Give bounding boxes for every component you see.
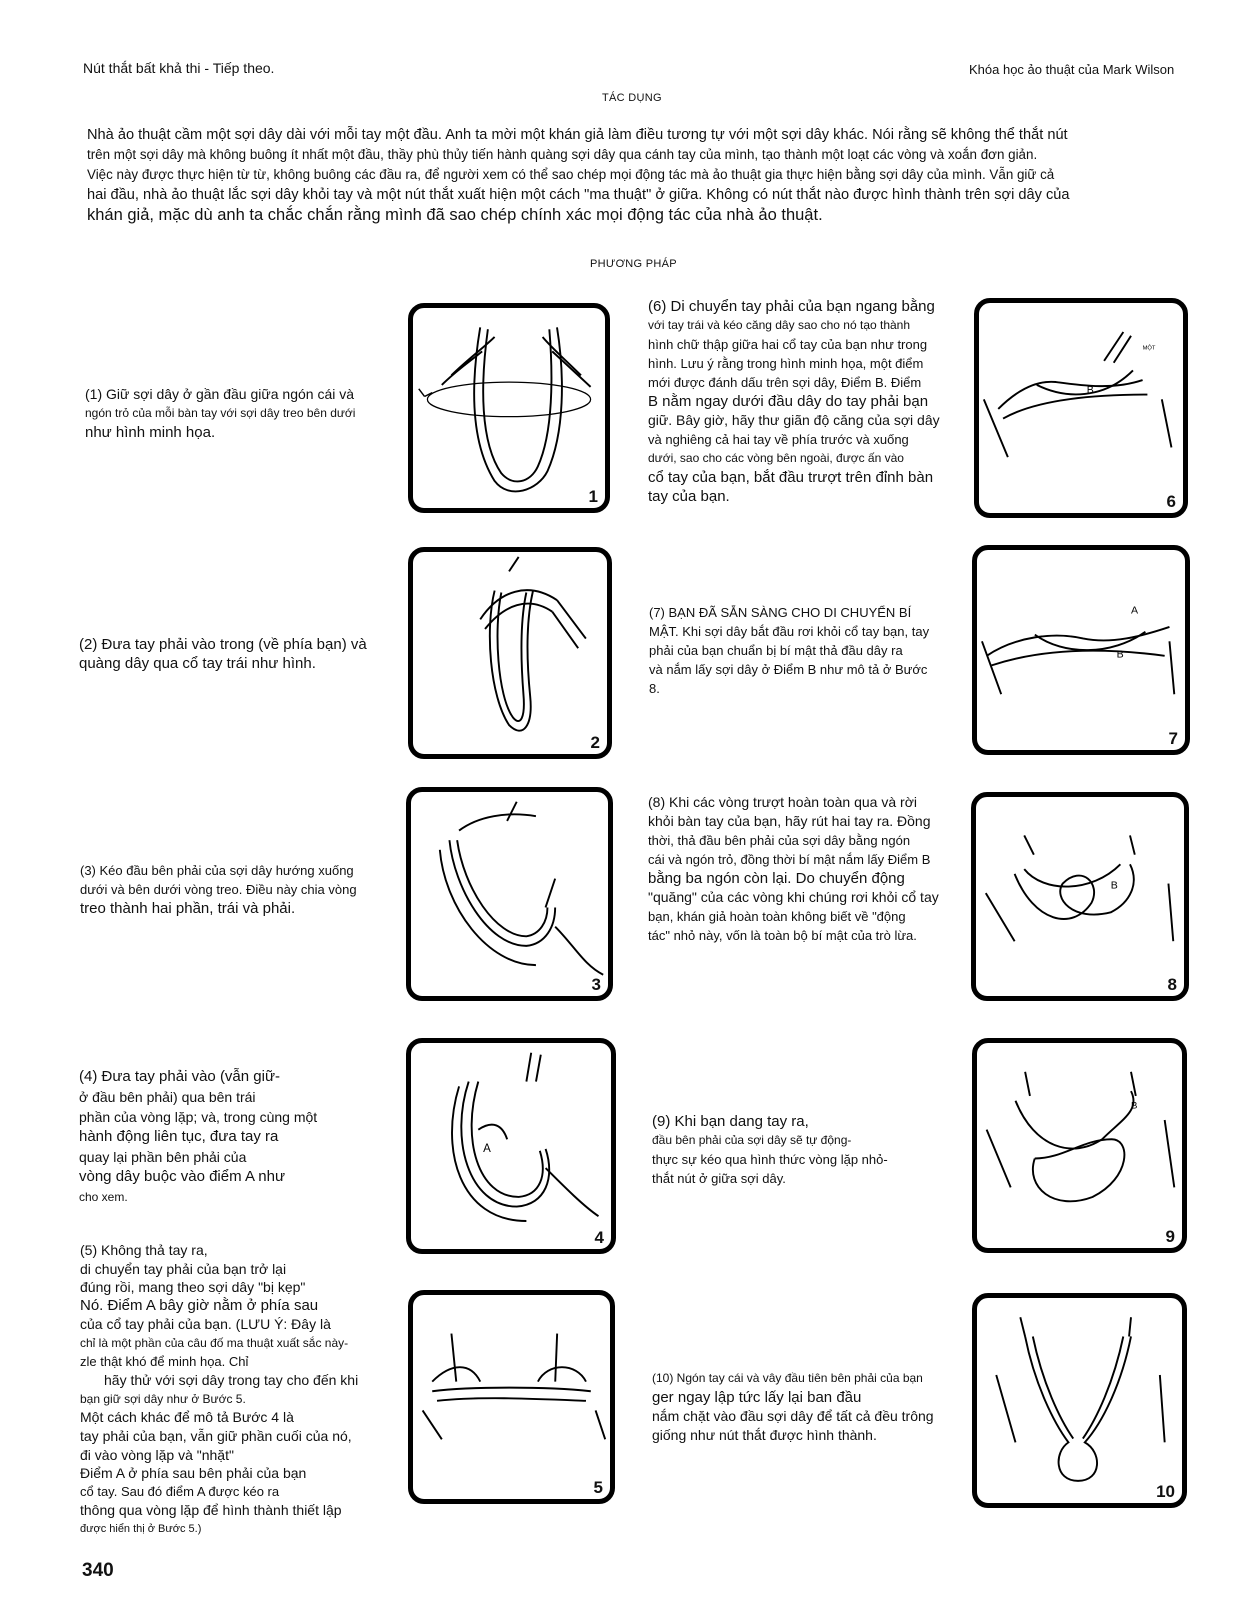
effect-line: trên một sợi dây mà không buông ít nhất một đầu, thầy phù thủy tiến hành quàng sợi dây qua cánh tay của mình, tạo thành một loạt các vòng và xoắn đơn giản. — [87, 147, 1038, 162]
step-line: tay phải của bạn, vẫn giữ phần cuối của nó, — [80, 1427, 352, 1444]
figure-number: 2 — [590, 733, 600, 752]
step-line: quàng dây qua cổ tay trái như hình. — [79, 655, 316, 672]
step-line: của cổ tay phải của bạn. (LƯU Ý: Đây là — [80, 1316, 331, 1333]
figure-2 — [408, 547, 612, 759]
figure-3-illustration — [411, 792, 608, 996]
effect-line: Nhà ảo thuật cầm một sợi dây dài với mỗi tay một đầu. Anh ta mời một khán giả làm điều tương tự với một sợi dây khác. Nói rằng sẽ không thể thắt nút — [87, 127, 1068, 143]
figure-8 — [971, 792, 1189, 1001]
step-7-text — [649, 603, 964, 698]
figure-7 — [972, 545, 1190, 755]
page-number: 340 — [82, 1560, 114, 1581]
step-line: cho xem. — [79, 1190, 128, 1204]
step-line: như hình minh họa. — [85, 424, 216, 441]
step-line: phần của vòng lặp; và, trong cùng một — [79, 1109, 318, 1125]
effect-line: Việc này được thực hiện từ từ, không buông các đầu ra, để người xem có thể sao chép mọi động tác mà ảo thuật gia thực hiện bằng sợi dây của mình. Vẫn giữ cả — [87, 167, 1055, 182]
step-line: cổ tay của bạn, bắt đầu trượt trên đỉnh bàn — [648, 469, 934, 486]
step-line: thời, thả đầu bên phải của sợi dây bằng ngón — [648, 833, 911, 848]
step-line: quay lại phần bên phải của — [79, 1149, 247, 1165]
step-1-text — [85, 385, 405, 442]
step-line: dưới và bên dưới vòng treo. Điều này chia vòng — [80, 882, 357, 897]
step-line: chỉ là một phần của câu đố ma thuật xuất sắc này- — [80, 1335, 349, 1350]
step-line: (1) Giữ sợi dây ở gần đầu giữa ngón cái và — [85, 386, 355, 402]
step-line: đầu bên phải của sợi dây sẽ tự động- — [652, 1133, 852, 1147]
step-line: Nó. Điểm A bây giờ nằm ở phía sau — [80, 1296, 319, 1314]
running-header-left: Nút thắt bất khả thi - Tiếp theo. — [83, 60, 275, 76]
point-b-label: B — [1130, 1100, 1138, 1112]
step-line: hãy thử với sợi dây trong tay cho đến khi — [104, 1372, 359, 1389]
step-line: (8) Khi các vòng trượt hoàn toàn qua và rời — [648, 794, 917, 810]
figure-number: 4 — [594, 1228, 604, 1247]
figure-number: 1 — [588, 487, 598, 506]
point-b-label: B — [1086, 384, 1094, 397]
step-line: cổ tay. Sau đó điểm A được kéo ra — [80, 1483, 280, 1499]
figure-number: 7 — [1168, 729, 1178, 748]
step-line: ger ngay lập tức lấy lại ban đầu — [652, 1389, 862, 1406]
step-line: B nằm ngay dưới đầu dây do tay phải bạn — [648, 393, 929, 410]
step-line: Điểm A ở phía sau bên phải của bạn — [80, 1465, 307, 1482]
step-9-text — [652, 1112, 967, 1188]
step-line: giống như nút thắt được hình thành. — [652, 1427, 877, 1443]
step-line: bằng ba ngón còn lại. Do chuyển động — [648, 870, 905, 887]
figure-5 — [408, 1290, 615, 1504]
step-4-text — [79, 1067, 399, 1207]
step-line: (5) Không thả tay ra, — [80, 1242, 208, 1258]
figure-6 — [974, 298, 1188, 518]
effect-line: hai đầu, nhà ảo thuật lắc sợi dây khỏi tay và một nút thắt xuất hiện một cách "ma thuật" ở giữa. Không có nút thắt nào được hình thành trên sợi dây của — [87, 187, 1070, 203]
step-6-text — [648, 297, 963, 506]
effect-line: khán giả, mặc dù anh ta chắc chắn rằng mình đã sao chép chính xác mọi động tác của nhà ảo thuật. — [87, 206, 823, 224]
step-line: bạn giữ sợi dây như ở Bước 5. — [80, 1391, 246, 1406]
figure-10-illustration — [977, 1298, 1182, 1503]
step-line: tay của bạn. — [648, 488, 730, 505]
step-line: đi vào vòng lặp và "nhặt" — [80, 1446, 234, 1463]
point-a-label: MỘT — [1142, 345, 1156, 352]
step-line: vòng dây buộc vào điểm A như — [79, 1168, 286, 1185]
figure-4-illustration — [411, 1043, 611, 1249]
figure-9-illustration — [977, 1043, 1182, 1248]
figure-3 — [406, 787, 613, 1001]
figure-7-illustration — [977, 550, 1185, 750]
step-line: dưới, sao cho các vòng bên ngoài, được ấn vào — [648, 451, 904, 465]
figure-6-illustration — [979, 303, 1183, 513]
step-line: ở đầu bên phải) qua bên trái — [79, 1089, 256, 1105]
step-line: khỏi bàn tay của bạn, hãy rút hai tay ra. Đồng — [648, 813, 931, 829]
step-line: "quăng" của các vòng khi chúng rơi khỏi cổ tay — [648, 889, 939, 905]
step-line: ngón trỏ của mỗi bàn tay với sợi dây treo bên dưới — [85, 406, 356, 420]
step-10-text — [652, 1369, 972, 1445]
step-5-text — [80, 1241, 410, 1539]
figure-1 — [408, 303, 610, 513]
effect-heading: TÁC DỤNG — [602, 92, 662, 104]
figure-number: 8 — [1167, 975, 1177, 994]
step-line: nắm chặt vào đầu sợi dây để tất cả đều trông — [652, 1408, 934, 1424]
step-3-text — [80, 861, 400, 918]
figure-8-illustration — [976, 797, 1184, 996]
method-heading: PHƯƠNG PHÁP — [590, 258, 677, 270]
step-line: phải của bạn chuẩn bị bí mật thả đầu dây ra — [649, 643, 903, 658]
point-a-label: A — [483, 1142, 491, 1155]
step-line: hình chữ thập giữa hai cổ tay của bạn như trong — [648, 337, 928, 352]
step-2-text — [79, 635, 399, 673]
figure-5-illustration — [413, 1295, 610, 1499]
step-line: thực sự kéo qua hình thức vòng lặp nhỏ- — [652, 1152, 888, 1167]
figure-number: 3 — [591, 975, 601, 994]
step-line: (6) Di chuyển tay phải của bạn ngang bằng — [648, 298, 935, 315]
step-line: thông qua vòng lặp để hình thành thiết lập — [80, 1502, 342, 1519]
step-line: treo thành hai phần, trái và phải. — [80, 900, 296, 917]
figure-2-illustration — [413, 552, 607, 754]
step-line: (10) Ngón tay cái và vây đầu tiên bên phải của bạn — [652, 1371, 923, 1385]
figure-number: 10 — [1156, 1482, 1175, 1501]
step-line: zle thật khó để minh họa. Chỉ — [80, 1353, 249, 1369]
step-line: (4) Đưa tay phải vào (vẫn giữ- — [79, 1068, 280, 1085]
figure-number: 9 — [1165, 1227, 1175, 1246]
step-line: hình. Lưu ý rằng trong hình minh họa, một điểm — [648, 356, 924, 371]
figure-1-illustration — [413, 308, 605, 508]
step-line: giữ. Bây giờ, hãy thư giãn độ căng của sợi dây — [648, 412, 940, 428]
effect-paragraph — [87, 125, 1177, 225]
step-line: cái và ngón trỏ, đồng thời bí mật nắm lấy Điểm B — [648, 852, 931, 867]
step-line: (2) Đưa tay phải vào trong (về phía bạn) và — [79, 636, 367, 653]
step-line: hành động liên tục, đưa tay ra — [79, 1128, 279, 1145]
point-b-label: B — [1116, 648, 1124, 661]
step-8-text — [648, 793, 963, 945]
step-line: bạn, khán giả hoàn toàn không biết về "động — [648, 909, 906, 924]
step-line: mới được đánh dấu trên sợi dây, Điểm B. Điểm — [648, 375, 922, 390]
step-line: thắt nút ở giữa sợi dây. — [652, 1171, 786, 1186]
step-line: (9) Khi bạn dang tay ra, — [652, 1113, 809, 1130]
point-b-label: B — [1110, 879, 1118, 892]
step-line: được hiển thị ở Bước 5.) — [80, 1522, 202, 1535]
step-line: MẬT. Khi sợi dây bắt đầu rơi khỏi cổ tay bạn, tay — [649, 624, 930, 639]
step-line: và nghiêng cả hai tay về phía trước và xuống — [648, 432, 909, 447]
figure-9 — [972, 1038, 1187, 1253]
point-a-label: A — [1131, 604, 1139, 617]
step-line: đúng rồi, mang theo sợi dây "bị kẹp" — [80, 1279, 306, 1296]
step-line: Một cách khác để mô tả Bước 4 là — [80, 1409, 294, 1426]
step-line: di chuyển tay phải của bạn trở lại — [80, 1260, 287, 1277]
figure-10 — [972, 1293, 1187, 1508]
step-line: tác" nhỏ này, vốn là toàn bộ bí mật của trò lừa. — [648, 928, 917, 943]
figure-number: 5 — [593, 1478, 603, 1497]
step-line: và nắm lấy sợi dây ở Điểm B như mô tả ở Bước — [649, 662, 928, 677]
step-line: với tay trái và kéo căng dây sao cho nó tạo thành — [648, 318, 911, 332]
step-line: (7) BẠN ĐÃ SẴN SÀNG CHO DI CHUYỂN BÍ — [649, 605, 912, 620]
figure-4 — [406, 1038, 616, 1254]
step-line: (3) Kéo đầu bên phải của sợi dây hướng xuống — [80, 863, 354, 878]
running-header-right: Khóa học ảo thuật của Mark Wilson — [969, 62, 1175, 77]
figure-number: 6 — [1166, 492, 1176, 511]
step-line: 8. — [649, 681, 660, 696]
